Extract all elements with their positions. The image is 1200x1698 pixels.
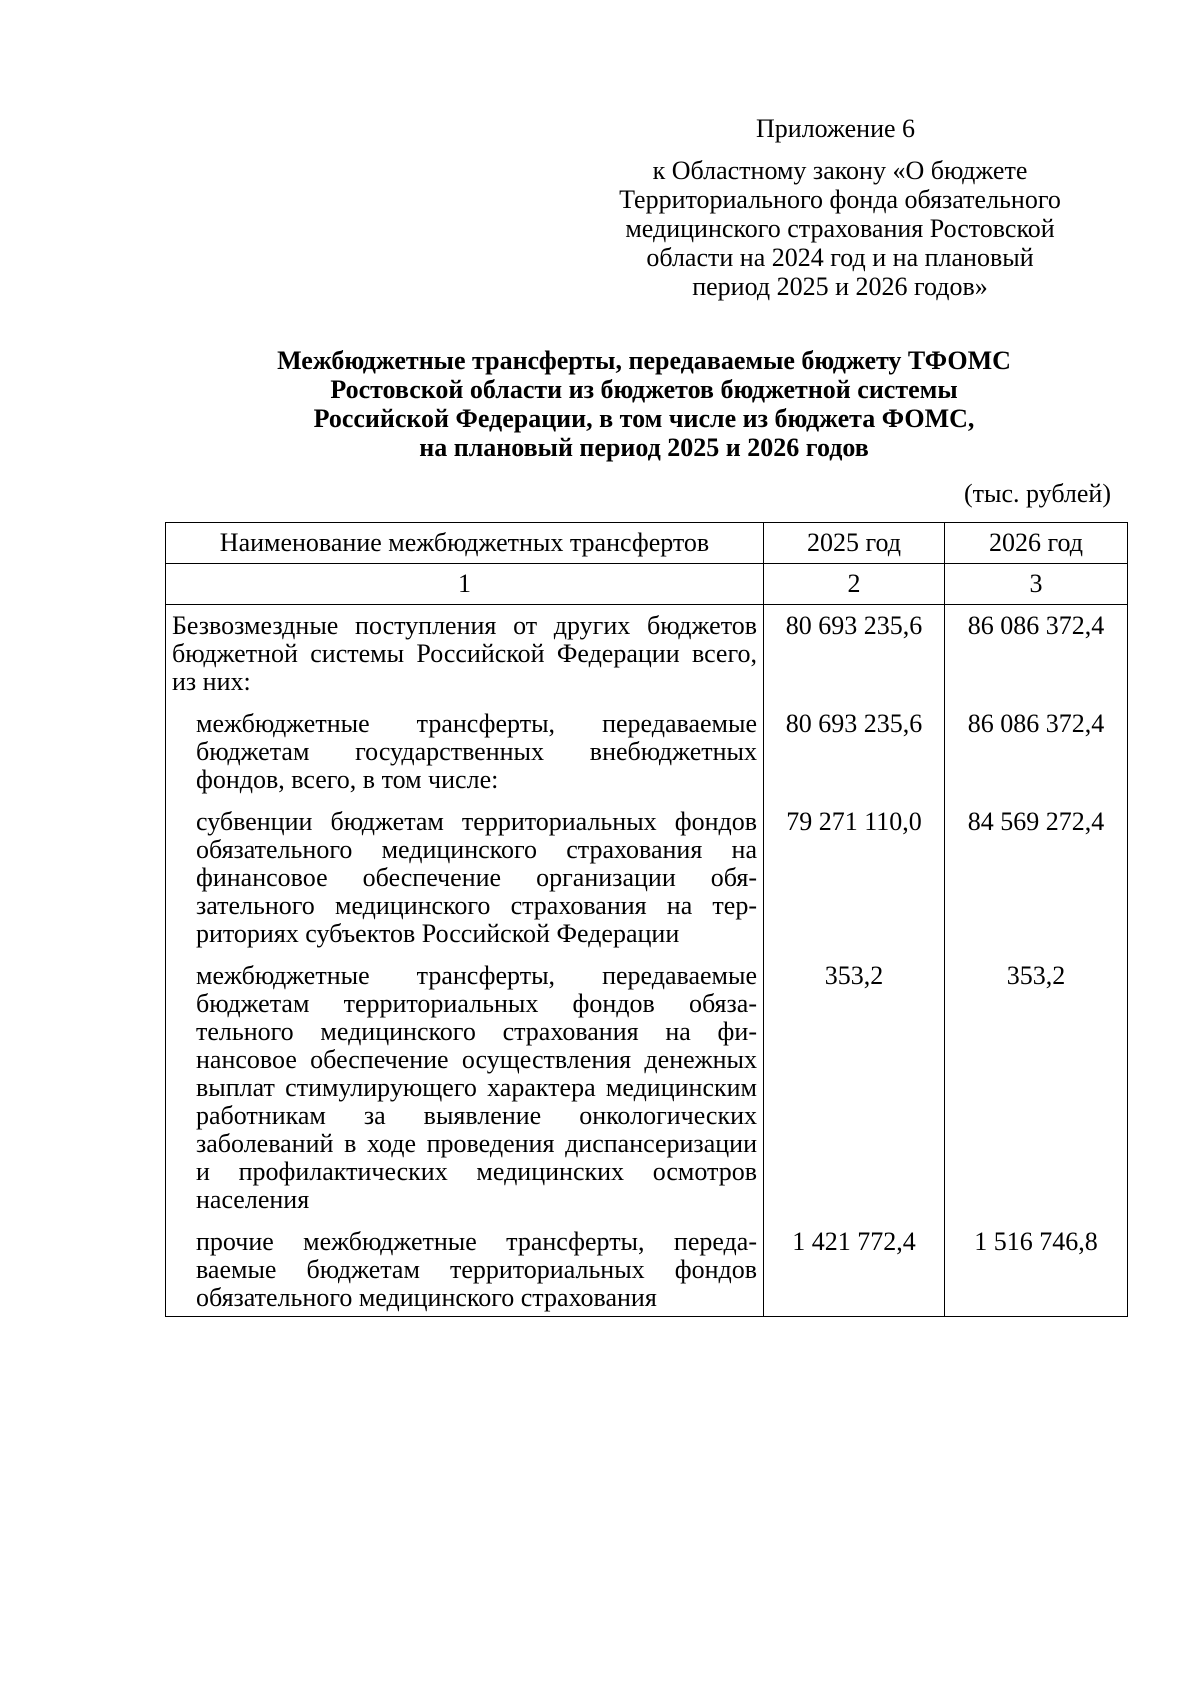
row-value-2025: 1 421 772,4: [764, 1228, 945, 1317]
row-name: Безвозмездные поступления от других бюджетов бюджетной системы Российской Федерации всего, из них:: [166, 605, 764, 711]
row-value-2025: 353,2: [764, 962, 945, 1228]
appendix-reference: к Областному закону «О бюджете Территориального фонда обязательного медицинского страхования Ростовской области на 2024 год и на плановый период 2025 и 2026 годов»: [619, 156, 1061, 301]
units-label: (тыс. рублей): [963, 479, 1111, 508]
header-2025: 2025 год: [764, 523, 945, 564]
row-value-2026: 86 086 372,4: [945, 605, 1128, 711]
row-value-2026: 84 569 272,4: [945, 808, 1128, 962]
appendix-number: Приложение 6: [756, 114, 916, 143]
column-number-row: [166, 564, 1128, 605]
table-row: [166, 1228, 1128, 1317]
row-value-2025: 79 271 110,0: [764, 808, 945, 962]
transfers-table: [165, 522, 1128, 1317]
table-row: [166, 962, 1128, 1228]
row-value-2025: 80 693 235,6: [764, 710, 945, 808]
table-row: [166, 808, 1128, 962]
table-header-row: [166, 523, 1128, 564]
row-name: прочие межбюджетные трансферты, передаваемые бюджетам территориальных фондов обязательного медицинского страхования: [166, 1228, 764, 1317]
column-number: 3: [945, 564, 1128, 605]
header-name: Наименование межбюджетных трансфертов: [166, 523, 764, 564]
column-number: 1: [166, 564, 764, 605]
row-value-2026: 86 086 372,4: [945, 710, 1128, 808]
table-row: [166, 710, 1128, 808]
table-row: [166, 605, 1128, 711]
row-value-2026: 1 516 746,8: [945, 1228, 1128, 1317]
document-title: Межбюджетные трансферты, передаваемые бюджету ТФОМС Ростовской области из бюджетов бюджетной системы Российской Федерации, в том числе из бюджета ФОМС, на плановый период 2025 и 2026 годов: [277, 346, 1011, 462]
column-number: 2: [764, 564, 945, 605]
row-name: межбюджетные трансферты, передаваемые бюджетам государственных внебюджетных фондов, всего, в том числе:: [166, 710, 764, 808]
row-name: субвенции бюджетам территориальных фондов обязательного медицинского страхования на финансовое обеспечение организации обязательного медицинского страхования на территориях субъектов Российской Федерации: [166, 808, 764, 962]
row-value-2026: 353,2: [945, 962, 1128, 1228]
row-name: межбюджетные трансферты, передаваемые бюджетам территориальных фондов обязательного медицинского страхования на финансовое обеспечение осуществления денежных выплат стимулирующего характера медицинским работникам за выявление онкологических заболеваний в ходе проведения диспансеризации и профилактических медицинских осмотров населения: [166, 962, 764, 1228]
header-2026: 2026 год: [945, 523, 1128, 564]
row-value-2025: 80 693 235,6: [764, 605, 945, 711]
